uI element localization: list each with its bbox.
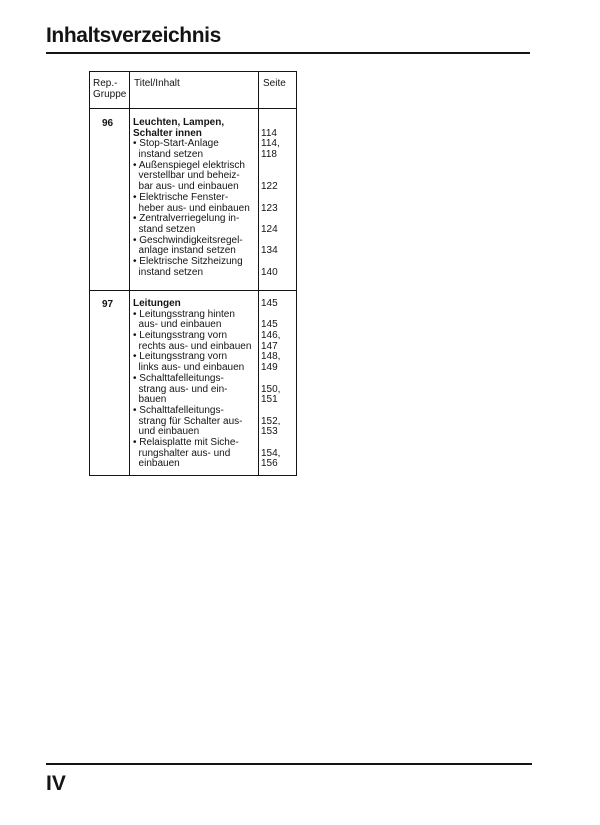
toc-entry-title: einbauen [133,458,180,470]
toc-entry-title: rungshalter aus- und [133,447,231,459]
toc-entry [133,193,303,204]
toc-entry-title: anlage instand setzen [133,245,236,257]
toc-entry-title: bauen [133,394,167,406]
toc-entry [133,268,303,279]
toc-entry-page: 152, [261,415,281,427]
toc-entry-title: verstellbar und beheiz- [133,170,240,182]
toc-entry-page: 122 [261,181,278,193]
toc-entry-page: 153 [261,426,278,438]
toc-entry-title: • Elektrische Sitzheizung [133,255,243,267]
toc-entry-title: • Leitungsstrang vorn [133,351,228,363]
toc-entry-page: 145 [261,319,278,331]
toc-entry-page: 140 [261,266,278,278]
group-entries [133,299,303,470]
toc-entry-title: heber aus- und einbauen [133,202,250,214]
top-rule [46,52,530,54]
group-number: 97 [102,299,114,310]
toc-entry-title: instand setzen [133,149,204,161]
group-number: 96 [102,118,114,129]
toc-entry-title: • Außenspiegel elektrisch [133,159,245,171]
toc-entry-title: rechts aus- und einbauen [133,340,252,352]
group-entries [133,118,303,278]
toc-entry-title: Leuchten, Lampen, [133,117,225,128]
toc-entry-title: Leitungen [133,298,181,309]
toc-entry-page: 150, [261,383,281,395]
header-divider [90,108,296,109]
toc-entry-title: • Elektrische Fenster- [133,191,229,203]
toc-entry [133,406,303,417]
toc-entry [133,459,303,470]
toc-entry-page: 146, [261,330,281,342]
toc-entry-page: 156 [261,458,278,470]
bottom-rule [46,763,532,765]
header-page: Seite [263,78,286,89]
toc-entry-title: bar aus- und einbauen [133,181,239,193]
toc-entry-title: • Zentralverriegelung in- [133,213,240,225]
toc-entry-title: strang für Schalter aus- [133,415,243,427]
toc-entry-page: 114, [261,138,280,150]
toc-entry-page: 151 [261,394,278,406]
toc-entry-title: • Schalttafelleitungs- [133,372,224,384]
toc-entry-page: 145 [261,298,278,309]
toc-entry [133,374,303,385]
toc-entry-title: • Leitungsstrang hinten [133,308,235,320]
page-title: Inhaltsverzeichnis [46,24,221,47]
page-number: IV [46,772,66,795]
toc-entry-page: 154, [261,447,281,459]
toc-entry-title: • Stop-Start-Anlage [133,138,219,150]
group-divider [90,290,296,291]
toc-entry-title: • Leitungsstrang vorn [133,330,228,342]
toc-entry-page: 124 [261,223,278,235]
toc-entry-title: • Relaisplatte mit Siche- [133,436,239,448]
toc-entry-title: aus- und einbauen [133,319,222,331]
toc-entry-title: Schalter innen [133,127,202,139]
toc-entry-page: 123 [261,202,278,214]
toc-entry [133,225,303,236]
toc-entry-page: 134 [261,245,278,257]
header-title: Titel/Inhalt [134,78,180,89]
toc-entry-page: 147 [261,340,278,352]
toc-entry-page: 149 [261,362,278,374]
toc-entry-title: links aus- und einbauen [133,362,245,374]
toc-entry-title: stand setzen [133,223,196,235]
toc-entry-title: instand setzen [133,266,204,278]
toc-entry-title: • Geschwindigkeitsregel- [133,234,243,246]
toc-table [89,71,297,476]
toc-entry-page: 148, [261,351,281,363]
toc-entry-title: • Schalttafelleitungs- [133,404,224,416]
column-divider [129,72,130,475]
toc-entry-page: 118 [261,149,277,161]
toc-entry-title: strang aus- und ein- [133,383,228,395]
header-group: Rep.- Gruppe [93,78,127,100]
toc-entry-title: und einbauen [133,426,200,438]
toc-entry-page: 114 [261,127,277,139]
